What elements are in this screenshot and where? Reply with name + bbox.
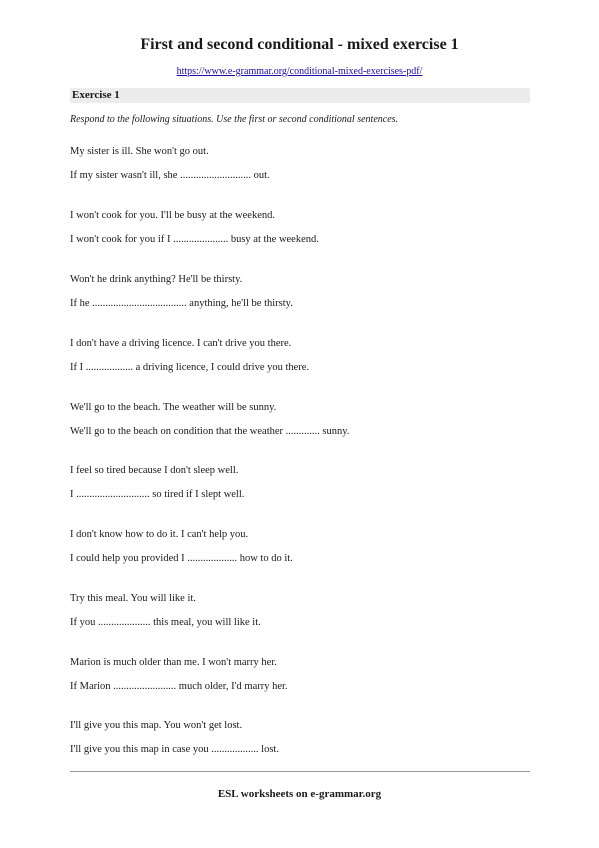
gap-sentence: If you .................... this meal, you will like it. [70, 617, 261, 628]
situation-sentence: My sister is ill. She won't go out. [70, 146, 209, 157]
gap-sentence: I ............................ so tired if I slept well. [70, 489, 245, 500]
gap-sentence: If I .................. a driving licence, I could drive you there. [70, 362, 310, 373]
footer-text: ESL worksheets on e-grammar.org [217, 788, 382, 800]
situation-sentence: I won't cook for you. I'll be busy at the weekend. [70, 210, 275, 221]
gap-sentence: I'll give you this map in case you .................. lost. [70, 744, 279, 755]
page-title: First and second conditional - mixed exercise 1 [140, 36, 459, 53]
situation-sentence: I don't know how to do it. I can't help you. [70, 529, 249, 540]
situation-sentence: Won't he drink anything? He'll be thirsty. [70, 274, 243, 285]
gap-sentence: I won't cook for you if I ..................... busy at the weekend. [70, 234, 319, 245]
situation-sentence: I don't have a driving licence. I can't drive you there. [70, 338, 292, 349]
exercise-heading-bar [70, 88, 530, 103]
exercise-heading: Exercise 1 [72, 89, 120, 101]
gap-sentence: I could help you provided I ................... how to do it. [70, 553, 293, 564]
situation-sentence: I'll give you this map. You won't get lost. [70, 720, 243, 731]
situation-sentence: Marion is much older than me. I won't marry her. [70, 657, 277, 668]
situation-sentence: Try this meal. You will like it. [70, 593, 196, 604]
gap-sentence: If Marion ........................ much older, I'd marry her. [70, 681, 288, 692]
gap-sentence: If my sister wasn't ill, she ........................... out. [70, 170, 270, 181]
situation-sentence: We'll go to the beach. The weather will be sunny. [70, 402, 277, 413]
situation-sentence: I feel so tired because I don't sleep well. [70, 465, 239, 476]
footer-divider [70, 771, 530, 772]
instructions: Respond to the following situations. Use the first or second conditional sentences. [70, 114, 399, 125]
source-link[interactable]: https://www.e-grammar.org/conditional-mixed-exercises-pdf/ [176, 66, 423, 77]
gap-sentence: If he .................................... anything, he'll be thirsty. [70, 298, 293, 309]
gap-sentence: We'll go to the beach on condition that the weather ............. sunny. [70, 426, 350, 437]
